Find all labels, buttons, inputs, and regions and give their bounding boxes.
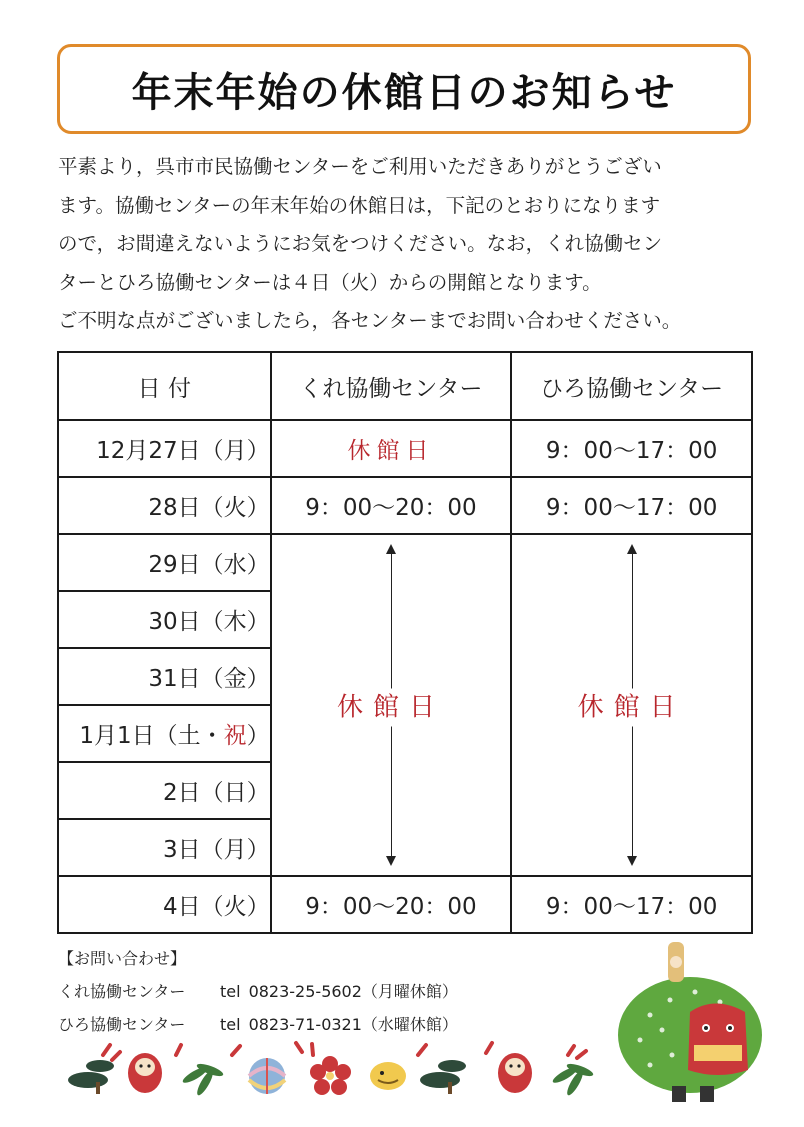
pine-icon [420,1060,466,1094]
header-hiro: ひろ協働センター [511,352,752,420]
holiday-mark: 祝 [223,723,247,749]
daruma-icon [128,1053,162,1093]
closing-note: （水曜休館） [361,1015,458,1034]
intro-line: ご不明な点がございましたら，各センターまでお問い合わせください。 [58,309,682,332]
intro-line: 平素より，呉市市民協働センターをご利用いただきありがとうござい [58,155,662,178]
hiro-closed-label: 休館日 [568,689,696,727]
closed-text: 休館日 [347,438,435,464]
page-title: 年末年始の休館日のお知らせ [131,69,677,116]
date-cell: 1月1日（土・祝） [58,705,271,762]
closing-note: （月曜休館） [361,982,458,1001]
lucky-charm-icon [370,1062,406,1090]
date-cell: 30日（木） [58,591,271,648]
bamboo-leaf-icon [181,1061,225,1097]
kure-closed-label: 休館日 [327,689,455,727]
daruma-icon [498,1053,532,1093]
intro-line: ので，お間違えないようにお気をつけください。なお，くれ協働セン [58,232,663,255]
hiro-hours: 9：00〜17：00 [511,477,752,534]
date-cell: 3日（月） [58,819,271,876]
header-date: 日 付 [58,352,271,420]
kure-hours: 9：00〜20：00 [271,477,512,534]
hiro-hours: 9：00〜17：00 [511,876,752,933]
intro-line: ターとひろ協働センターは４日（火）からの開館となります。 [58,270,602,294]
temari-ball-icon [249,1058,285,1094]
contact-name: ひろ協働センター [58,1015,186,1034]
phone-number: 0823-25-5602 [248,982,362,1001]
date-cell: 29日（水） [58,534,271,591]
header-kure: くれ協働センター [271,352,512,420]
tel-label: tel [220,982,241,1001]
contact-name: くれ協働センター [58,982,186,1001]
date-cell: 4日（火） [58,876,271,933]
lion-dance-icon [618,942,762,1102]
plum-blossom-icon [310,1056,351,1095]
bamboo-leaf-icon [551,1061,595,1097]
intro-line: ます。協働センターの年末年始の休館日は，下記のとおりになります [58,193,661,217]
date-cell: 31日（金） [58,648,271,705]
contact-heading: 【お問い合わせ】 [58,949,187,968]
date-cell: 12月27日（月） [58,420,271,477]
pine-icon [68,1060,114,1094]
date-cell: 28日（火） [58,477,271,534]
tel-label: tel [220,1015,241,1034]
phone-number: 0823-71-0321 [248,1015,362,1034]
kure-hours: 9：00〜20：00 [271,876,512,933]
hiro-hours: 9：00〜17：00 [511,420,752,477]
date-cell: 2日（日） [58,762,271,819]
